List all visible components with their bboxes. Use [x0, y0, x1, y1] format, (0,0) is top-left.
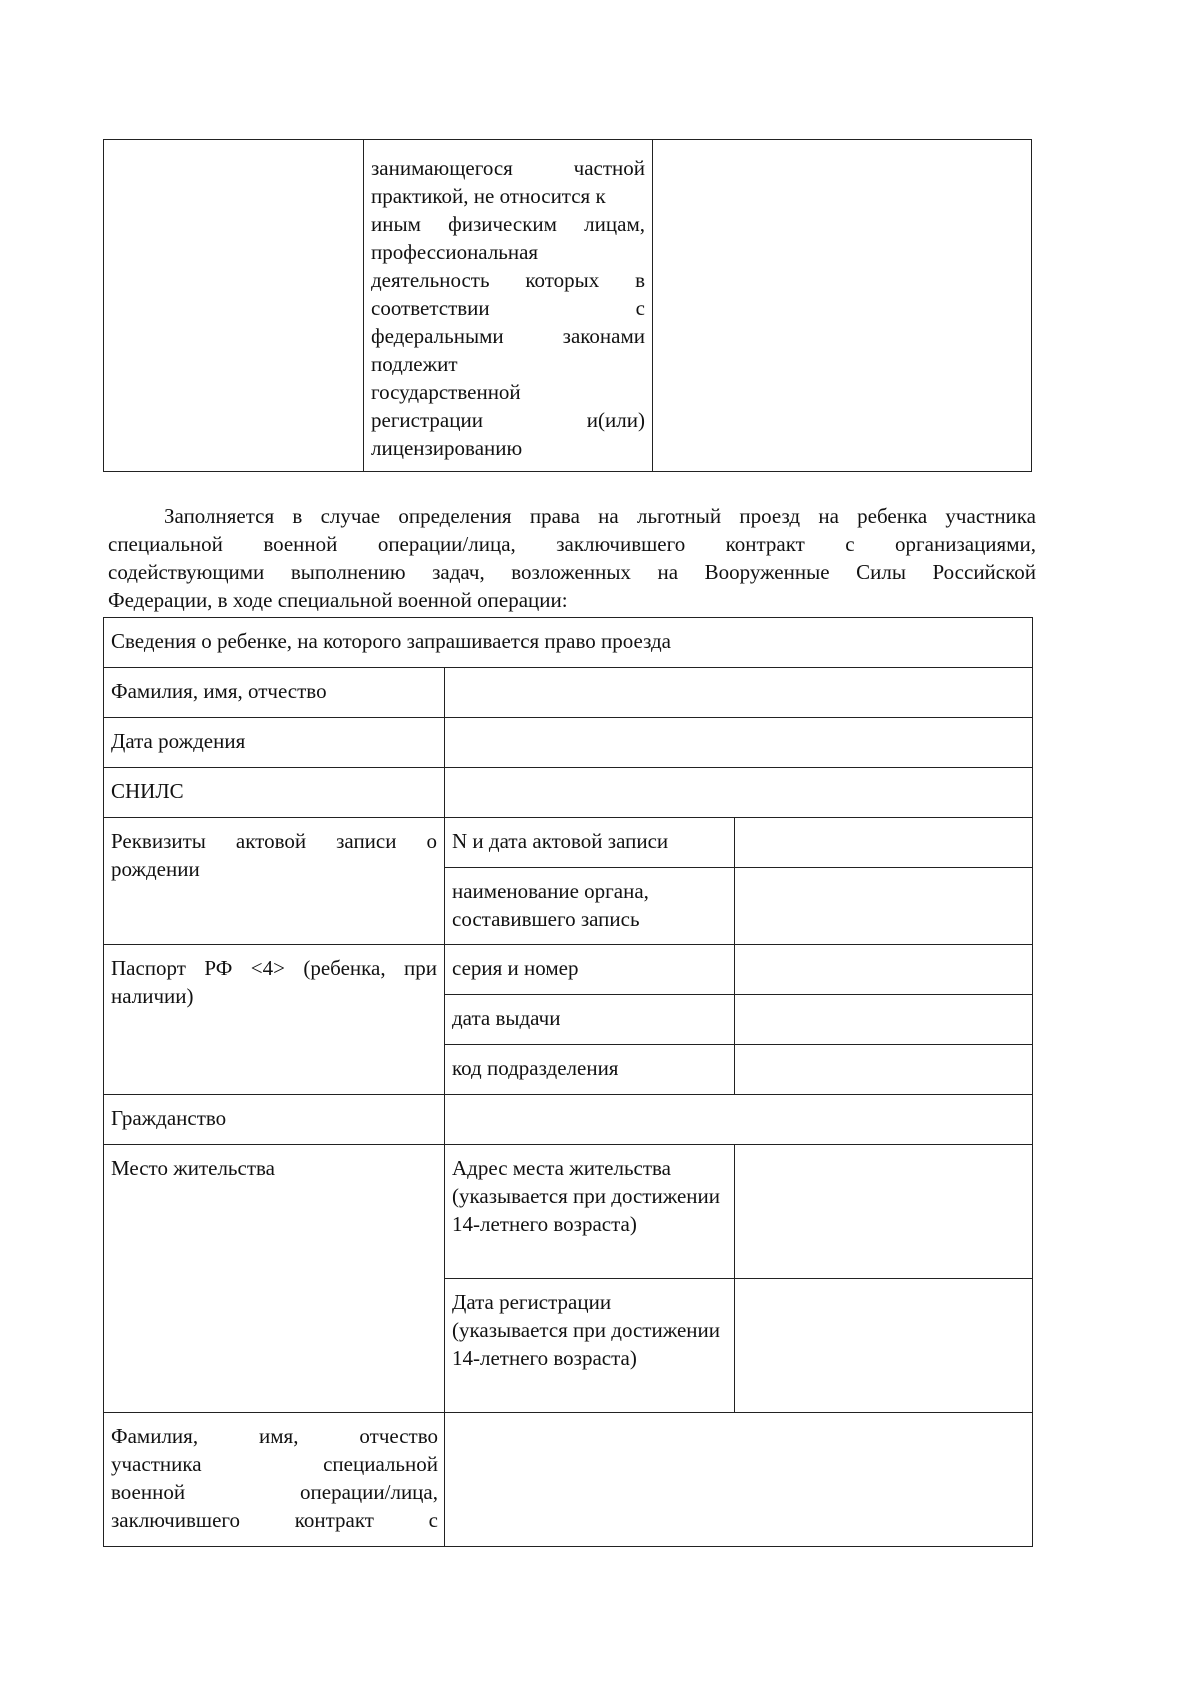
- intro-paragraph: [108, 502, 1036, 614]
- top-table-right-cell: [653, 140, 1032, 472]
- snils-label: СНИЛС: [104, 768, 445, 818]
- citizenship-value-cell[interactable]: [445, 1095, 1033, 1145]
- passport-division-code-value-cell[interactable]: [735, 1045, 1033, 1095]
- birth-date-value-cell[interactable]: [445, 718, 1033, 768]
- top-cell-line: профессиональная: [371, 240, 539, 264]
- birth-record-authority-label: наименование органа, составившего запись: [445, 868, 735, 945]
- full-name-value-cell[interactable]: [445, 668, 1033, 718]
- passport-issue-date-value-cell[interactable]: [735, 995, 1033, 1045]
- participant-value-cell[interactable]: [445, 1413, 1033, 1547]
- top-table-middle-cell: [364, 140, 653, 472]
- top-cell-line: подлежит: [371, 352, 458, 376]
- intro-line: Заполняется в случае определения права на льготный проезд на ребенка участника: [164, 504, 1036, 528]
- child-table-header: Сведения о ребенке, на которого запрашивается право проезда: [104, 618, 1033, 668]
- residence-registration-date-value-cell[interactable]: [735, 1279, 1033, 1413]
- top-cell-line: занимающегося частной: [371, 156, 645, 180]
- residence-registration-date-label: Дата регистрации (указывается при достижении 14-летнего возраста): [445, 1279, 735, 1413]
- birth-record-number-date-value-cell[interactable]: [735, 818, 1033, 868]
- passport-division-code-label: код подразделения: [445, 1045, 735, 1095]
- participant-label-line: участника специальной: [111, 1452, 438, 1476]
- top-cell-line: регистрации и(или): [371, 408, 645, 432]
- residence-address-label: Адрес места жительства (указывается при достижении 14-летнего возраста): [445, 1145, 735, 1279]
- top-table: [103, 139, 1032, 472]
- passport-label-line: Паспорт РФ <4> (ребенка, при: [111, 956, 437, 980]
- top-cell-line: иным физическим лицам,: [371, 212, 645, 236]
- birth-record-authority-value-cell[interactable]: [735, 868, 1033, 945]
- passport-issue-date-label: дата выдачи: [445, 995, 735, 1045]
- top-cell-line: практикой, не относится к: [371, 184, 606, 208]
- top-cell-line: государственной: [371, 380, 521, 404]
- birth-record-number-date-label: N и дата актовой записи: [445, 818, 735, 868]
- birth-record-label-line: Реквизиты актовой записи о: [111, 829, 437, 853]
- snils-value-cell[interactable]: [445, 768, 1033, 818]
- passport-label: [104, 945, 445, 1095]
- residence-address-value-cell[interactable]: [735, 1145, 1033, 1279]
- top-cell-line: соответствии с: [371, 296, 645, 320]
- birth-date-label: Дата рождения: [104, 718, 445, 768]
- participant-label-line: заключившего контракт с: [111, 1508, 438, 1532]
- participant-label: [104, 1413, 445, 1547]
- residence-label: Место жительства: [104, 1145, 445, 1413]
- intro-line: содействующими выполнению задач, возложенных на Вооруженные Силы Российской: [108, 560, 1036, 584]
- passport-label-line: наличии): [111, 984, 194, 1008]
- citizenship-label: Гражданство: [104, 1095, 445, 1145]
- birth-record-label: [104, 818, 445, 945]
- top-cell-line: лицензированию: [371, 436, 523, 460]
- participant-label-line: Фамилия, имя, отчество: [111, 1424, 438, 1448]
- full-name-label: Фамилия, имя, отчество: [104, 668, 445, 718]
- passport-series-number-value-cell[interactable]: [735, 945, 1033, 995]
- participant-label-line: военной операции/лица,: [111, 1480, 438, 1504]
- top-cell-line: деятельность которых в: [371, 268, 645, 292]
- top-table-left-cell: [104, 140, 364, 472]
- birth-record-label-line: рождении: [111, 857, 200, 881]
- child-info-table: [103, 617, 1033, 1547]
- intro-line: специальной военной операции/лица, заключившего контракт с организациями,: [108, 532, 1036, 556]
- passport-series-number-label: серия и номер: [445, 945, 735, 995]
- intro-line: Федерации, в ходе специальной военной операции:: [108, 588, 568, 612]
- top-cell-line: федеральными законами: [371, 324, 645, 348]
